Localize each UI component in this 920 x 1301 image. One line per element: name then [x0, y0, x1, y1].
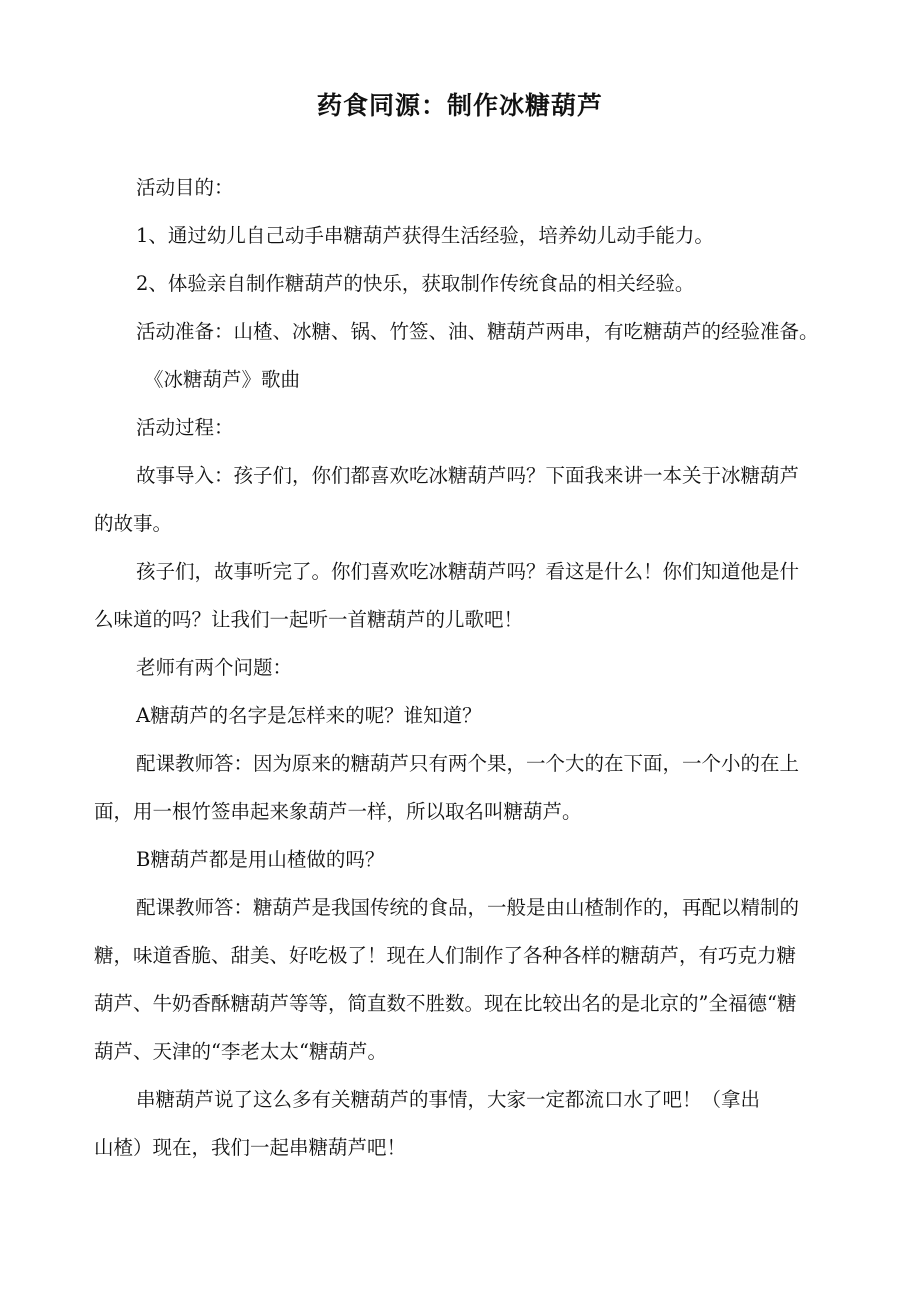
text-line: 老师有两个问题： [136, 656, 293, 679]
text-line: 么味道的吗？让我们一起听一首糖葫芦的儿歌吧！ [94, 608, 524, 631]
text-line: 活动过程： [136, 416, 234, 439]
text-line: 串糖葫芦说了这么多有关糖葫芦的事情，大家一定都流口水了吧！（拿出 [136, 1088, 761, 1111]
page-title: 药食同源：制作冰糖葫芦 [316, 91, 603, 120]
text-line: 配课教师答：糖葫芦是我国传统的食品，一般是由山楂制作的，再配以精制的 [136, 896, 800, 919]
text-line: 《冰糖葫芦》歌曲 [144, 368, 301, 391]
text-line: 活动准备：山楂、冰糖、锅、竹签、油、糖葫芦两串，有吃糖葫芦的经验准备。 [136, 320, 819, 343]
text-line: 山楂）现在，我们一起串糖葫芦吧！ [94, 1136, 407, 1159]
text-line: 孩子们，故事听完了。你们喜欢吃冰糖葫芦吗？看这是什么！你们知道他是什 [136, 560, 800, 583]
text-line: 的故事。 [94, 512, 173, 535]
text-line: 配课教师答：因为原来的糖葫芦只有两个果，一个大的在下面，一个小的在上 [136, 752, 800, 775]
text-line: A糖葫芦的名字是怎样来的呢？谁知道？ [136, 704, 482, 727]
text-line: 糖，味道香脆、甜美、好吃极了！现在人们制作了各种各样的糖葫芦，有巧克力糖 [94, 944, 797, 967]
text-line: 葫芦、天津的“李老太太“糖葫芦。 [94, 1040, 387, 1063]
text-line: 2、体验亲自制作糖葫芦的快乐，获取制作传统食品的相关经验。 [136, 272, 695, 295]
text-line: B糖葫芦都是用山楂做的吗？ [136, 848, 385, 871]
text-line: 面，用一根竹签串起来象葫芦一样，所以取名叫糖葫芦。 [94, 800, 582, 823]
text-line: 1、通过幼儿自己动手串糖葫芦获得生活经验，培养幼儿动手能力。 [136, 224, 714, 247]
text-line: 葫芦、牛奶香酥糖葫芦等等，简直数不胜数。现在比较出名的是北京的”全福德“糖 [94, 992, 797, 1015]
text-line: 活动目的： [136, 176, 234, 199]
text-line: 故事导入：孩子们，你们都喜欢吃冰糖葫芦吗？下面我来讲一本关于冰糖葫芦 [136, 464, 800, 487]
